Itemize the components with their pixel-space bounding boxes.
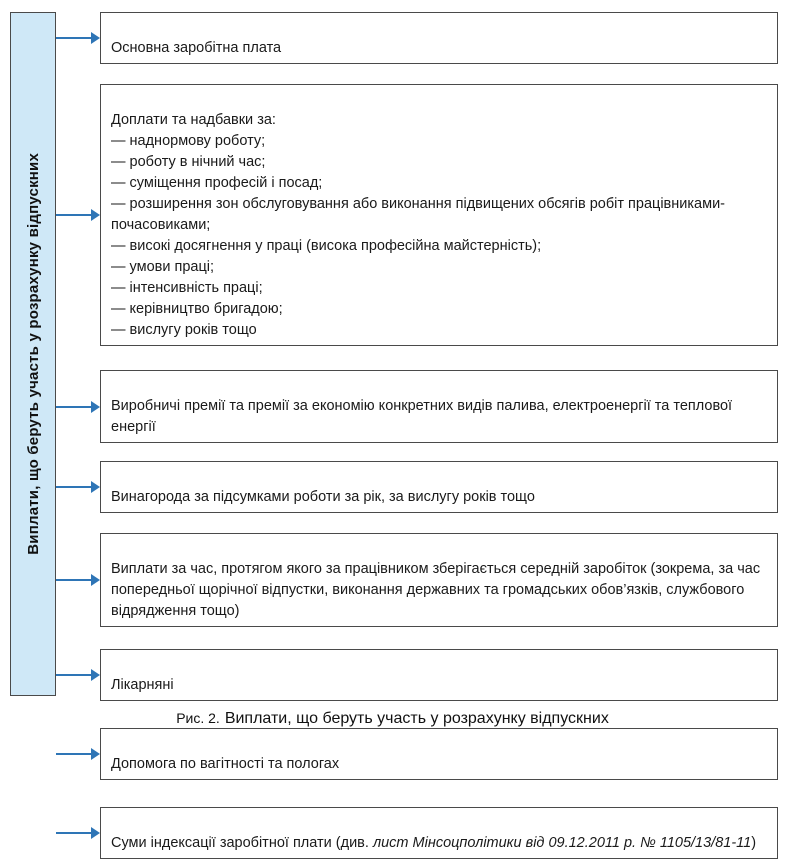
box-annual-remuneration-text: Винагорода за підсумками роботи за рік, за вислугу років тощо <box>111 489 535 505</box>
right-arrow-icon <box>56 31 100 45</box>
box-salary-indexation-text-normal: Суми індексації заробітної плати (див. <box>111 835 373 851</box>
box-annual-remuneration <box>100 461 778 513</box>
row-basic-salary <box>56 12 778 64</box>
arrow-line <box>56 486 93 488</box>
arrow-line <box>56 674 93 676</box>
right-arrow-icon <box>56 826 100 840</box>
box-sick-pay <box>100 649 778 701</box>
arrow-line <box>56 214 93 216</box>
category-label-box <box>10 12 56 696</box>
box-supplements <box>100 84 778 346</box>
arrow-line <box>56 406 93 408</box>
row-annual-remuneration <box>56 461 778 513</box>
right-arrow-icon <box>56 747 100 761</box>
box-basic-salary <box>100 12 778 64</box>
arrow-head <box>91 209 100 221</box>
box-salary-indexation-text-italic: лист Мінсоцполітики від 09.12.2011 р. № 1105/13/81-11 <box>372 835 752 851</box>
arrow-head <box>91 574 100 586</box>
box-average-earnings <box>100 533 778 627</box>
row-maternity-benefit <box>56 728 778 780</box>
figure-caption <box>0 710 785 728</box>
arrow-line <box>56 579 93 581</box>
diagram-rows <box>56 12 778 859</box>
right-arrow-icon <box>56 668 100 682</box>
box-maternity-benefit <box>100 728 778 780</box>
box-sick-pay-text: Лікарняні <box>111 677 174 693</box>
arrow-line <box>56 832 93 834</box>
row-salary-indexation <box>56 807 778 859</box>
right-arrow-icon <box>56 400 100 414</box>
box-supplements-text: Доплати та надбавки за: — наднормову роботу; — роботу в нічний час; — суміщення професій і посад; — розширення зон обслуговування або виконання підвищених обсягів робіт працівниками-почасовиками; — високі досягнення у праці (висока професійна майстерність); — умови праці; — інтенсивність праці; — керівництво бригадою; — вислугу років тощо <box>111 112 725 338</box>
caption-prefix: Рис. 2. <box>176 710 220 726</box>
box-average-earnings-text: Виплати за час, протягом якого за працівником зберігається середній заробіток (зокрема, за час попередньої щорічної відпустки, виконання державних та громадських обов’язків, службового відрядження тощо) <box>111 561 761 619</box>
arrow-head <box>91 748 100 760</box>
box-salary-indexation-text-close: ) <box>751 835 757 851</box>
arrow-head <box>91 32 100 44</box>
arrow-head <box>91 827 100 839</box>
category-label-text: Виплати, що беруть участь у розрахунку відпускних <box>24 153 42 555</box>
caption-text: Виплати, що беруть участь у розрахунку відпускних <box>224 710 609 727</box>
arrow-head <box>91 669 100 681</box>
row-sick-pay <box>56 649 778 701</box>
row-average-earnings <box>56 533 778 627</box>
right-arrow-icon <box>56 573 100 587</box>
row-production-bonuses <box>56 370 778 443</box>
arrow-head <box>91 481 100 493</box>
box-production-bonuses <box>100 370 778 443</box>
right-arrow-icon <box>56 208 100 222</box>
box-production-bonuses-text: Виробничі премії та премії за економію конкретних видів палива, електроенергії та теплової енергії <box>111 398 733 435</box>
row-supplements <box>56 84 778 346</box>
box-salary-indexation <box>100 807 778 859</box>
arrow-line <box>56 753 93 755</box>
box-maternity-benefit-text: Допомога по вагітності та пологах <box>111 756 340 772</box>
right-arrow-icon <box>56 480 100 494</box>
arrow-line <box>56 37 93 39</box>
box-basic-salary-text: Основна заробітна плата <box>111 40 282 56</box>
arrow-head <box>91 401 100 413</box>
